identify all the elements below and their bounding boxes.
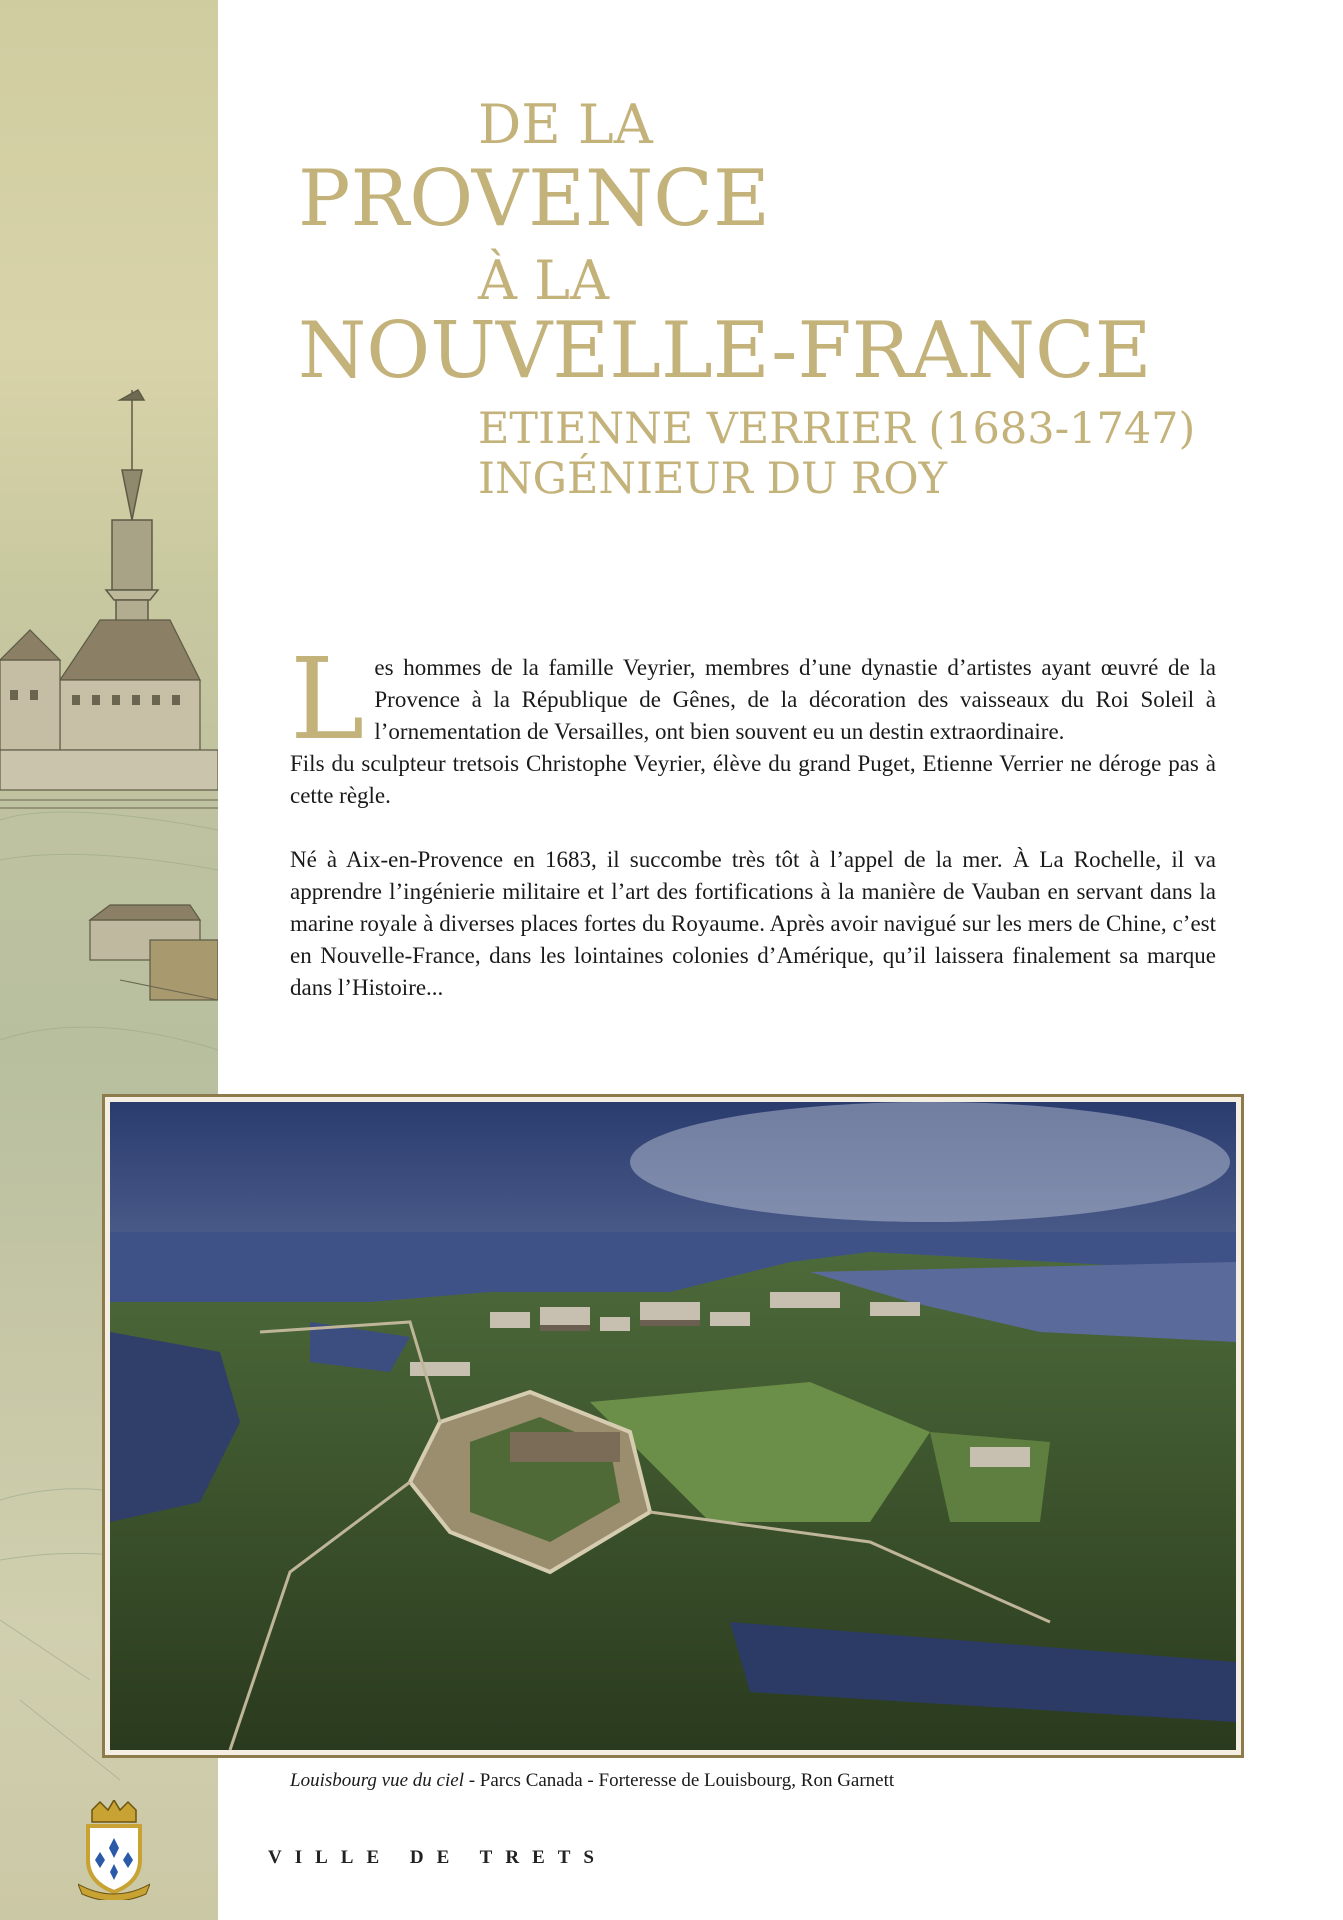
article-body [290,635,1216,1004]
drop-cap: L [290,635,365,765]
caption-title: Louisbourg vue du ciel [290,1770,464,1791]
fortress-photo-frame [102,1094,1244,1758]
paragraph-3: Né à Aix-en-Provence en 1683, il succombe très tôt à l’appel de la mer. À La Rochelle, il va apprendre l’ingénierie militaire et l’art des fortifications à la manière de Vauban en servant dans la marine royale à diverses places fortes du Royaume. Après avoir navigué sur les mers de Chine, c’est en Nouvelle-France, dans les lointaines colonies d’Amérique, qu’il laissera finalement sa marque dans l’Histoire... [290,847,1216,1000]
title-line-2: PROVENCE [298,154,770,244]
title-line-1: DE LA [478,93,653,156]
footer-label: VILLE DE TRETS [268,1847,607,1868]
town-crest-icon [78,1800,150,1900]
title-line-4: NOUVELLE-FRANCE [298,306,1152,396]
subtitle-line-1: ETIENNE VERRIER (1683-1747) [478,404,1196,454]
fortress-aerial-photo [110,1102,1236,1750]
subtitle-line-2: INGÉNIEUR DU ROY [478,454,948,504]
paragraph-2: Fils du sculpteur tretsois Christophe Veyrier, élève du grand Puget, Etienne Verrier ne déroge pas à cette règle. [290,751,1216,808]
paragraph-1-text: es hommes de la famille Veyrier, membres d’une dynastie d’artistes ayant œuvré de la Provence à la République de Gênes, de la décoration des vaisseaux du Roi Soleil à l’ornementation de Versailles, ont bien souvent eu un destin extraordinaire. [374,655,1216,744]
paragraph-1 [290,635,1216,765]
photo-caption [290,1770,894,1792]
title-line-3: À LA [478,249,610,312]
caption-credits: - Parcs Canada - Forteresse de Louisbourg, Ron Garnett [463,1770,895,1791]
